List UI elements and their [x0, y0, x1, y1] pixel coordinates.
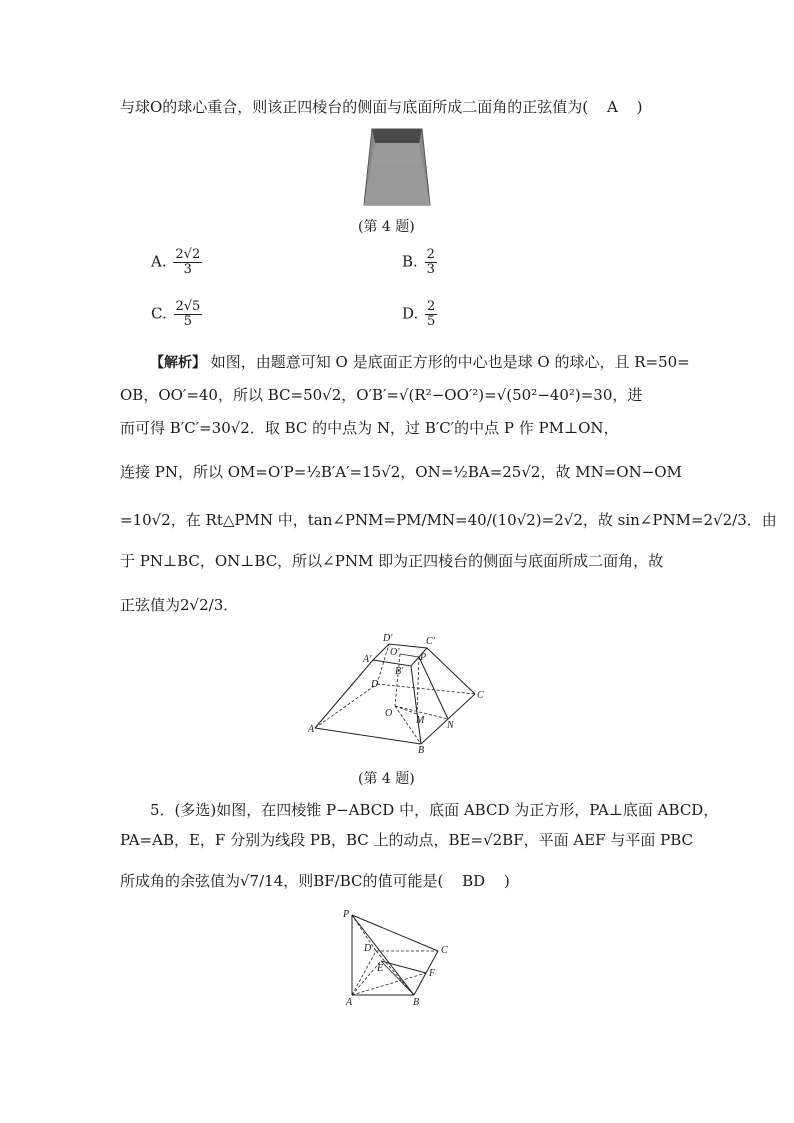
option-d-num: 2 — [427, 299, 436, 314]
label-p: P — [420, 652, 427, 663]
q4-fig-caption: (第 4 题) — [358, 219, 415, 235]
solution-line-6: 于 PN⊥BC，ON⊥BC，所以∠PNM 即为正四棱台的侧面与底面所成二面角，故 — [120, 552, 664, 570]
option-d-den: 5 — [427, 314, 436, 329]
label-b5: B — [413, 997, 420, 1008]
label-e5: E — [377, 963, 384, 974]
solution-line-7: 正弦值为2√2/3． — [120, 596, 239, 614]
label-a5: A — [346, 997, 353, 1008]
label-a: A — [308, 724, 315, 735]
q4-close-paren: ) — [636, 98, 643, 116]
option-a-den: 3 — [183, 262, 192, 277]
pyramid-diagram — [340, 905, 460, 1010]
label-b-prime: B′ — [395, 666, 404, 677]
option-a-num: 2√2 — [175, 247, 201, 262]
option-d — [402, 300, 439, 329]
solution-tag: 【解析】 — [150, 355, 206, 371]
label-d-prime: D′ — [383, 633, 393, 644]
q5-line-2: PA=AB，E，F 分别为线段 PB，BC 上的动点，BE=√2BF，平面 AEF 与平面 PBC — [120, 831, 693, 849]
label-n: N — [447, 720, 454, 731]
option-a-letter: A. — [151, 252, 167, 271]
q5-line-3-text: 所成角的余弦值为√7/14，则BF/BC的值可能是( — [120, 872, 444, 890]
q5-line-3 — [120, 871, 510, 891]
label-m: M — [416, 715, 425, 726]
option-c — [151, 300, 204, 329]
option-d-letter: D. — [402, 304, 419, 323]
label-d: D — [371, 679, 379, 690]
q5-line-1: 5．(多选)如图，在四棱锥 P−ABCD 中，底面 ABCD 为正方形，PA⊥底面 ABCD， — [150, 801, 719, 819]
q4-answer: A — [606, 98, 618, 116]
option-c-den: 5 — [183, 314, 193, 329]
label-p5: P — [343, 909, 350, 920]
solution-line-3: 而可得 B′C′=30√2．取 BC 的中点为 N，过 B′C′的中点 P 作 PM⊥ON， — [120, 419, 619, 437]
option-b-letter: B. — [402, 252, 418, 271]
solution-line-4: 连接 PN，所以 OM=O′P=½B′A′=15√2，ON=½BA=25√2，故 MN=ON−OM — [120, 463, 682, 481]
option-b — [402, 248, 439, 277]
label-c-prime: C′ — [426, 636, 435, 647]
label-o: O — [385, 708, 393, 719]
solution-line-2: OB，OO′=40，所以 BC=50√2，O′B′=√(R²−OO′²)=√(50²−40²)=30，进 — [120, 386, 643, 404]
label-a-prime: A′ — [363, 654, 372, 665]
option-c-letter: C. — [151, 304, 167, 323]
option-a — [151, 248, 204, 277]
solution-line-1 — [150, 352, 690, 373]
frustum-photo — [362, 127, 432, 207]
option-b-num: 2 — [426, 247, 435, 262]
q4-stem — [120, 97, 642, 117]
label-b: B — [418, 745, 425, 755]
label-f5: F — [429, 968, 436, 979]
q5-close-paren: ) — [503, 872, 510, 890]
solution-line-5: =10√2，在 Rt△PMN 中，tan∠PNM=PM/MN=40/(10√2)=2√2，故 sin∠PNM=2√2/3．由 — [120, 511, 777, 529]
frustum-diagram — [305, 630, 495, 755]
q4-fig2-caption: (第 4 题) — [358, 771, 415, 787]
label-o-prime: O′ — [390, 647, 400, 658]
label-c: C — [477, 690, 484, 701]
option-c-num: 2√5 — [175, 299, 201, 314]
label-d5: D — [364, 943, 372, 954]
solution-text-1: 如图，由题意可知 O 是底面正方形的中心也是球 O 的球心，且 R=50= — [210, 353, 690, 371]
q4-stem-text: 与球O的球心重合，则该正四棱台的侧面与底面所成二面角的正弦值为( — [120, 98, 589, 116]
label-c5: C — [441, 945, 448, 956]
q5-answer: BD — [462, 872, 486, 890]
option-b-den: 3 — [426, 262, 435, 277]
